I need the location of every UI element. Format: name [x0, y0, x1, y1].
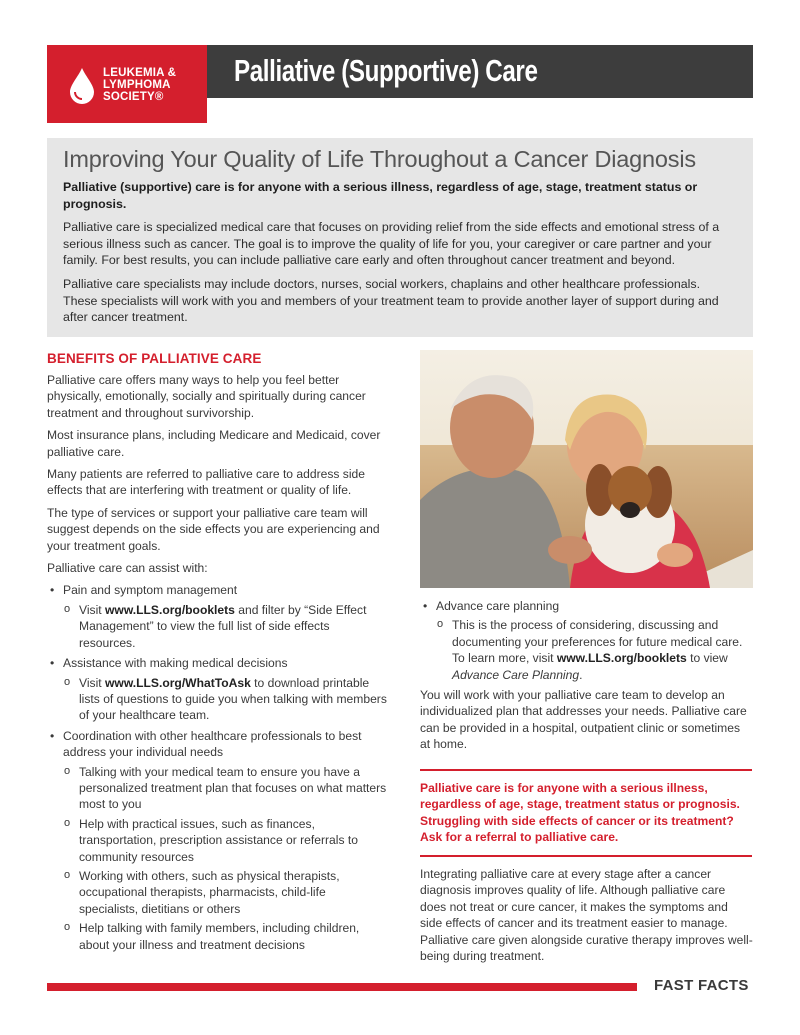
sub-list [63, 764, 387, 953]
sub-item-text: Visit [79, 602, 105, 617]
advance-care-list [420, 598, 753, 683]
sub-list-item [63, 602, 387, 651]
sub-list-item: o Help with practical issues, such as finances, transportation, prescription assistance or referrals to community resources [63, 816, 387, 865]
list-item [47, 582, 387, 651]
intro-box [47, 138, 753, 337]
body-paragraph: Most insurance plans, including Medicare and Medicaid, cover palliative care. [47, 428, 381, 459]
sub-item-text: Visit [79, 675, 105, 690]
closing-paragraph: Integrating palliative care at every stage after a cancer diagnosis improves quality of life. Although palliative care does not treat or cure cancer, it makes the symptoms and side effects of cancer and its treatment easier to manage. Palliative care given alongside curative therapy improves well-being during treatment. [420, 867, 753, 964]
couple-with-dog-photo [420, 350, 753, 588]
sub-list-item: o Help talking with family members, including children, about your illness and treatment decisions [63, 920, 387, 953]
logo-line: LEUKEMIA & [103, 67, 177, 79]
sub-item-text: . [579, 667, 583, 682]
body-paragraph: The type of services or support your palliative care team will suggest depends on the side effects you are experiencing and your treatment goals. [47, 505, 380, 553]
blood-drop-icon [68, 67, 96, 105]
list-item [47, 728, 387, 953]
sub-item-text: to view [686, 651, 728, 666]
booklets-link[interactable]: www.LLS.org/booklets [105, 602, 235, 617]
left-column [47, 351, 387, 957]
body-paragraph: Palliative care can assist with: [47, 561, 208, 576]
title-bar [207, 45, 753, 98]
sub-list [63, 675, 387, 724]
intro-paragraph: Palliative care specialists may include doctors, nurses, social workers, chaplains and other healthcare professionals. These specialists will work with you and members of your treatment team to provide another layer of support during and after cancer treatment. [63, 276, 719, 325]
booklet-title: Advance Care Planning [452, 667, 580, 682]
list-item-text: Pain and symptom management [63, 583, 238, 598]
lls-logo[interactable] [47, 45, 207, 123]
logo-line: SOCIETY® [103, 91, 164, 103]
photo-illustration [420, 350, 753, 588]
logo-line: LYMPHOMA [103, 79, 171, 91]
intro-heading: Improving Your Quality of Life Throughout a Cancer Diagnosis [63, 146, 696, 172]
list-item-text: Advance care planning [436, 599, 560, 613]
sub-item-text: and filter by “Side Effect Management” to view the full list of side effects resources. [79, 602, 367, 650]
page-header [47, 45, 753, 123]
intro-lead: Palliative (supportive) care is for anyone with a serious illness, regardless of age, stage, treatment status or prognosis. [63, 180, 698, 211]
sub-list [63, 602, 387, 651]
footer-rule [47, 983, 637, 991]
list-item-text: Assistance with making medical decisions [63, 656, 288, 671]
sub-list-item [63, 675, 387, 724]
body-paragraph: You will work with your palliative care team to develop an individualized plan that addresses your needs. Palliative care can be provided in a hospital, outpatient clinic or sometimes at home. [420, 688, 747, 752]
list-item [420, 598, 753, 683]
sub-list-item: o Talking with your medical team to ensure you have a personalized treatment plan that focuses on what matters most to you [63, 764, 387, 813]
assist-list [47, 582, 387, 953]
list-item [47, 655, 387, 724]
booklets-link[interactable]: www.LLS.org/booklets [556, 651, 687, 666]
callout-rule-bottom [420, 855, 752, 857]
sub-item-text: to download printable lists of questions to guide you when talking with members of your healthcare team. [79, 675, 387, 723]
sub-item-text: This is the process of considering, discussing and documenting your preferences for future medical care. To learn more, visit [452, 618, 743, 666]
list-item-text: Coordination with other healthcare professionals to best address your individual needs [63, 728, 362, 760]
right-column [420, 598, 753, 759]
what-to-ask-link[interactable]: www.LLS.org/WhatToAsk [105, 675, 251, 690]
page-title: Palliative (Supportive) Care [234, 53, 538, 88]
logo-wordmark [103, 67, 176, 103]
sub-list [436, 617, 753, 683]
body-paragraph: Palliative care offers many ways to help you feel better physically, emotionally, socially and spiritually during cancer treatment and throughout survivorship. [47, 373, 366, 420]
section-heading: BENEFITS OF PALLIATIVE CARE [47, 351, 262, 366]
fast-facts-label: FAST FACTS [654, 977, 749, 994]
sub-list-item: o Working with others, such as physical therapists, occupational therapists, pharmacists, child-life specialists, dietitians or others [63, 868, 387, 917]
sub-list-item [436, 617, 753, 683]
callout-text: Palliative care is for anyone with a serious illness, regardless of age, stage, treatment status or prognosis. Struggling with side effects of cancer or its treatment? Ask for a referral to palliative care. [420, 781, 740, 845]
body-paragraph: Many patients are referred to palliative care to address side effects that are interfering with treatment or quality of life. [47, 467, 365, 498]
intro-paragraph: Palliative care is specialized medical care that focuses on providing relief from the side effects and emotional stress of a serious illness such as cancer. The goal is to improve the quality of life for you, your caregiver or care partner and your family. For best results, you can include palliative care early and often throughout cancer treatment and beyond. [63, 220, 720, 268]
callout-rule-top [420, 769, 752, 771]
